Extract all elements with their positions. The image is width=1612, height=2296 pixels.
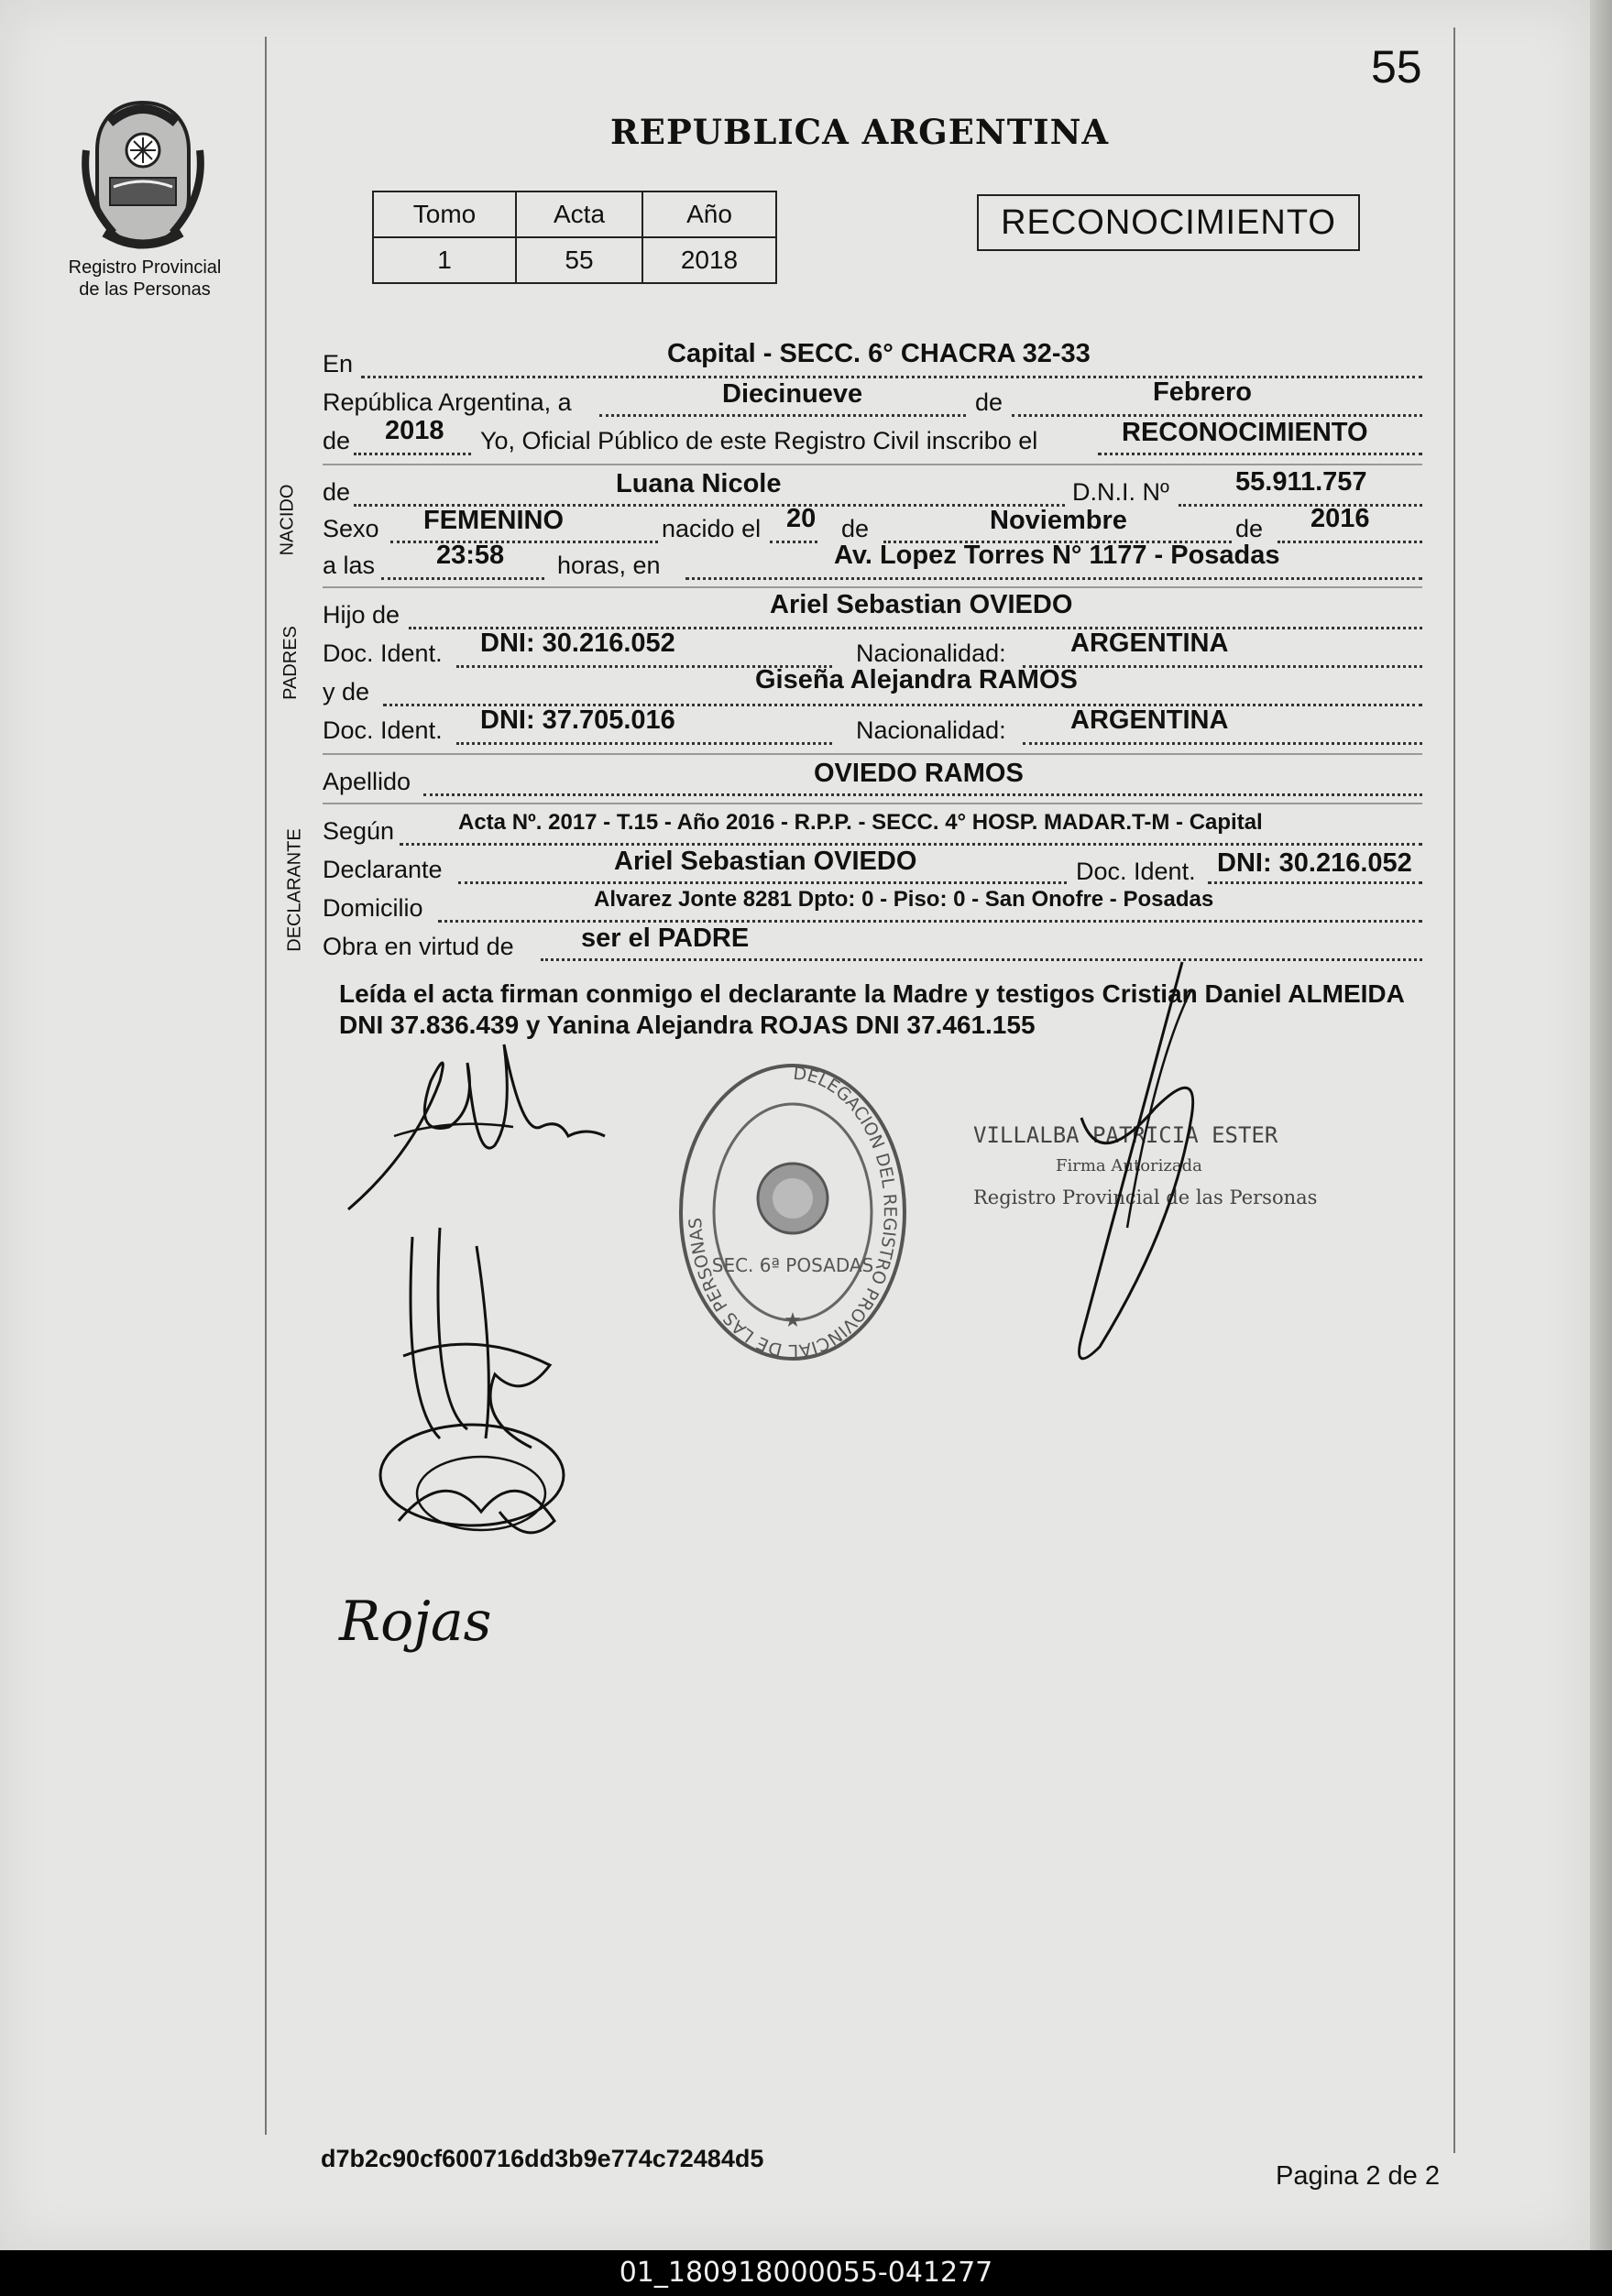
act-type-box: RECONOCIMIENTO: [977, 194, 1360, 251]
row-apellido: [323, 759, 1422, 799]
table-header-ano: Año: [642, 191, 776, 237]
divider-2: [323, 586, 1422, 588]
label-nac-madre: Nacionalidad:: [856, 716, 1006, 744]
registry-logo-caption: [53, 257, 236, 301]
label-doc-madre: Doc. Ident.: [323, 716, 443, 744]
label-segun: Según: [323, 817, 395, 845]
officer-signature: [1045, 953, 1228, 1374]
rojas-signature-text: Rojas: [339, 1590, 492, 1654]
value-segun: Acta Nº. 2017 - T.15 - Año 2016 - R.P.P. - SECC. 4° HOSP. MADAR.T-M - Capital: [458, 810, 1263, 835]
label-horas-en: horas, en: [557, 552, 661, 579]
value-obra: ser el PADRE: [581, 924, 750, 953]
value-act: RECONOCIMIENTO: [1122, 418, 1368, 447]
svg-text:★: ★: [784, 1308, 802, 1331]
left-margin-line: [265, 37, 267, 2135]
label-en: En: [323, 350, 354, 377]
page-title: REPUBLICA ARGENTINA: [610, 112, 1110, 152]
officer-registry: Registro Provincial de las Personas: [973, 1186, 1318, 1208]
label-obra: Obra en virtud de: [323, 933, 514, 960]
stamp-ring-text: DELEGACION DEL REGISTRO PROVINCIAL DE LAS PERSONAS: [685, 1063, 900, 1361]
page-indicator: Pagina 2 de 2: [1276, 2161, 1440, 2191]
section-label-nacido: NACIDO: [277, 484, 298, 556]
page-number: 55: [1371, 41, 1422, 93]
scan-file-id: 01_180918000055-041277: [0, 2250, 1612, 2296]
value-dni: 55.911.757: [1235, 467, 1367, 497]
table-value-ano: 2018: [642, 237, 776, 283]
label-alas: a las: [323, 552, 376, 579]
row-fecha: [323, 377, 1422, 420]
label-de-birth-year: de: [1235, 515, 1264, 542]
province-seal-logo: [77, 95, 209, 251]
witness-rojas-signature: [330, 1576, 495, 1667]
table-value-acta: 55: [516, 237, 642, 283]
label-hijo: Hijo de: [323, 601, 400, 629]
label-dni: D.N.I. Nº: [1072, 478, 1169, 506]
document-hash: d7b2c90cf600716dd3b9e774c72484d5: [321, 2145, 764, 2172]
label-nac-padre: Nacionalidad:: [856, 640, 1006, 667]
value-birth-month: Noviembre: [990, 506, 1127, 535]
label-doc-padre: Doc. Ident.: [323, 640, 443, 667]
label-de-nombre: de: [323, 478, 351, 506]
value-month: Febrero: [1153, 377, 1252, 407]
value-domicilio: Alvarez Jonte 8281 Dpto: 0 - Piso: 0 - San Onofre - Posadas: [594, 887, 1214, 912]
label-nacido: nacido el: [662, 515, 762, 542]
section-label-padres: PADRES: [280, 626, 301, 700]
row-padre: [323, 590, 1422, 632]
value-hour: 23:58: [436, 541, 505, 570]
value-mother-nat: ARGENTINA: [1070, 705, 1229, 735]
value-mother: Giseña Alejandra RAMOS: [755, 665, 1078, 694]
value-apellido: OVIEDO RAMOS: [814, 759, 1024, 788]
witness-almeida-signature: [371, 1411, 591, 1567]
right-margin-line: [1453, 27, 1455, 2153]
value-place: Av. Lopez Torres N° 1177 - Posadas: [834, 541, 1280, 570]
row-declarante: [323, 847, 1422, 887]
row-segun: [323, 810, 1422, 848]
table-header-acta: Acta: [516, 191, 642, 237]
label-de-birth-month: de: [841, 515, 870, 542]
row-inscribo: [323, 416, 1422, 458]
section-label-declarante: DECLARANTE: [284, 828, 305, 952]
officer-role: Firma Autorizada: [1056, 1156, 1202, 1175]
row-domicilio: [323, 887, 1422, 925]
divider-1: [323, 464, 1422, 465]
table-header-tomo: Tomo: [373, 191, 516, 237]
label-de-anio: de: [323, 427, 351, 454]
logo-caption-line2: de las Personas: [79, 279, 211, 300]
divider-4: [323, 803, 1422, 804]
registry-stamp: [674, 1052, 912, 1363]
row-madre-doc: [323, 705, 1422, 748]
officer-name: VILLALBA PATRICIA ESTER: [973, 1122, 1278, 1148]
registry-table: [372, 191, 777, 284]
row-madre: [323, 665, 1422, 709]
value-birth-day: 20: [786, 504, 817, 533]
value-father-nat: ARGENTINA: [1070, 629, 1229, 658]
row-nombre: [323, 467, 1422, 509]
closing-statement: Leída el acta firman conmigo el declarante la Madre y testigos Cristian Daniel ALMEIDA DNI 37.836.439 y Yanina Alejandra ROJAS DNI 37.461.155: [339, 979, 1404, 1039]
scan-edge-strip: [1590, 0, 1612, 2250]
value-birth-year: 2016: [1310, 504, 1370, 533]
value-declarante: Ariel Sebastian OVIEDO: [614, 847, 917, 876]
label-decl-doc: Doc. Ident.: [1076, 858, 1196, 885]
declarante-signature: [339, 1026, 632, 1228]
value-mother-doc: DNI: 37.705.016: [480, 705, 675, 735]
value-decl-doc: DNI: 30.216.052: [1217, 848, 1412, 878]
divider-3: [323, 753, 1422, 755]
label-de-mes: de: [975, 388, 1003, 416]
row-hora: [323, 541, 1422, 583]
value-en: Capital - SECC. 6° CHACRA 32-33: [667, 339, 1091, 368]
row-en: [323, 339, 1422, 381]
label-republica: República Argentina, a: [323, 388, 572, 416]
value-day: Diecinueve: [722, 379, 863, 409]
value-father-doc: DNI: 30.216.052: [480, 629, 675, 658]
value-father: Ariel Sebastian OVIEDO: [770, 590, 1073, 619]
logo-caption-line1: Registro Provincial: [68, 257, 222, 278]
label-yde: y de: [323, 678, 370, 705]
value-sexo: FEMENINO: [423, 506, 565, 535]
stamp-center-text: SEC. 6ª POSADAS: [711, 1254, 874, 1276]
text-yo-oficial: Yo, Oficial Público de este Registro Civil inscribo el: [480, 427, 1038, 454]
value-name: Luana Nicole: [616, 469, 782, 498]
row-obra: [323, 924, 1422, 964]
label-sexo: Sexo: [323, 515, 379, 542]
label-domicilio: Domicilio: [323, 894, 423, 922]
label-declarante: Declarante: [323, 856, 443, 883]
label-apellido: Apellido: [323, 768, 411, 795]
value-year: 2018: [385, 416, 444, 445]
table-value-tomo: 1: [373, 237, 516, 283]
